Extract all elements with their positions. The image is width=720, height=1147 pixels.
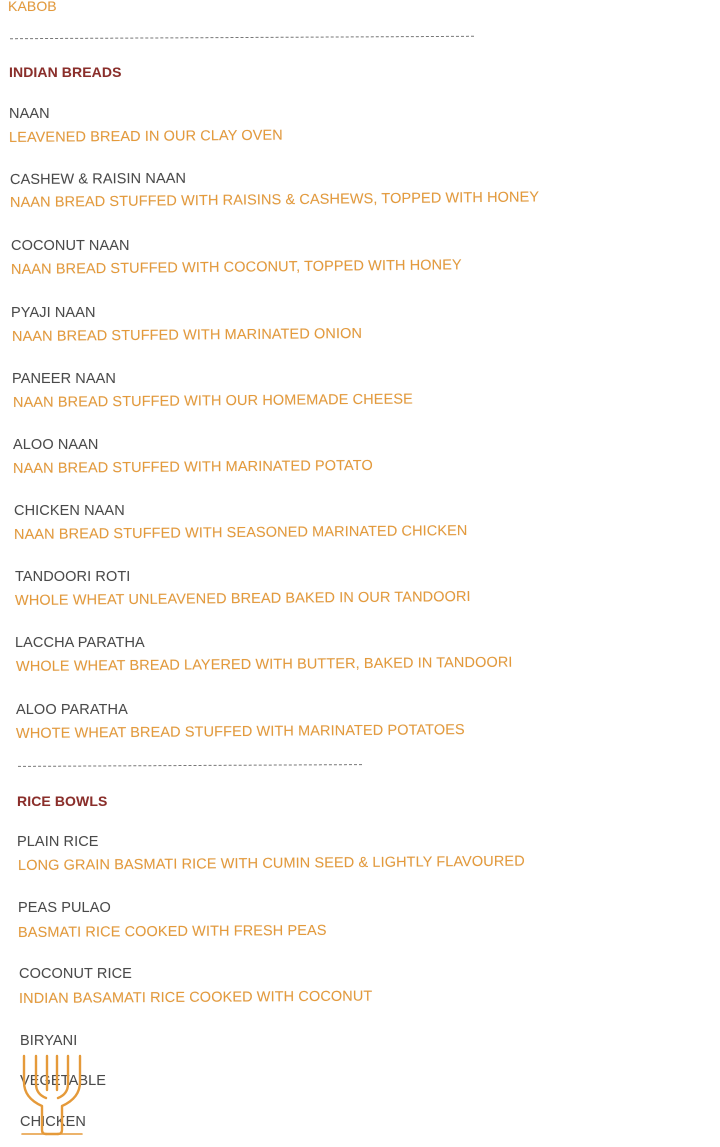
fork-icon: [16, 1054, 88, 1136]
menu-item-description: WHOTE WHEAT BREAD STUFFED WITH MARINATED POTATOES: [15, 722, 465, 742]
menu-item-description: LONG GRAIN BASMATI RICE WITH CUMIN SEED & LIGHTLY FLAVOURED: [17, 853, 525, 874]
menu-item-name: PANEER NAAN: [12, 371, 116, 387]
menu-item-name: ALOO PARATHA: [16, 702, 128, 718]
menu-item-name: BIRYANI: [20, 1033, 78, 1049]
menu-item-name: CHICKEN NAAN: [14, 503, 125, 519]
menu-item-description: BASMATI RICE COOKED WITH FRESH PEAS: [17, 922, 327, 941]
menu-item-name: LACCHA PARATHA: [15, 635, 145, 651]
menu-item-description: NAAN BREAD STUFFED WITH MARINATED ONION: [11, 325, 363, 345]
menu-item-name: ALOO NAAN: [13, 437, 99, 453]
menu-item-description: LEAVENED BREAD IN OUR CLAY OVEN: [8, 127, 283, 146]
section-divider: [10, 36, 474, 39]
menu-item-description: NAAN BREAD STUFFED WITH MARINATED POTATO: [12, 457, 373, 477]
menu-item-name: PLAIN RICE: [17, 834, 99, 850]
menu-item-description: WHOLE WHEAT BREAD LAYERED WITH BUTTER, BAKED IN TANDOORI: [15, 654, 513, 675]
menu-item-description: NAAN BREAD STUFFED WITH OUR HOMEMADE CHEESE: [12, 391, 413, 411]
menu-item-description: WHOLE WHEAT UNLEAVENED BREAD BAKED IN OUR TANDOORI: [14, 589, 471, 609]
menu-item-description: NAAN BREAD STUFFED WITH SEASONED MARINATED CHICKEN: [13, 523, 468, 543]
menu-item-name: PYAJI NAAN: [11, 305, 96, 321]
menu-item-description: INDIAN BASAMATI RICE COOKED WITH COCONUT: [18, 988, 373, 1007]
section-title-rice: RICE BOWLS: [17, 793, 108, 809]
section-divider: [18, 764, 362, 767]
menu-item-name: PEAS PULAO: [18, 900, 111, 916]
menu-item-subitem: CHICKEN: [20, 1114, 86, 1130]
menu-item-name: CASHEW & RAISIN NAAN: [9, 170, 187, 188]
menu-item-description: NAAN BREAD STUFFED WITH RAISINS & CASHEWS, TOPPED WITH HONEY: [9, 189, 540, 211]
menu-item-description: NAAN BREAD STUFFED WITH COCONUT, TOPPED WITH HONEY: [10, 257, 462, 278]
menu-item-name: NAAN: [9, 106, 50, 122]
menu-item-name: COCONUT NAAN: [11, 238, 130, 254]
menu-item-subitem: VEGETABLE: [20, 1073, 107, 1089]
menu-item-name: TANDOORI ROTI: [15, 569, 131, 585]
section-title-breads: INDIAN BREADS: [9, 64, 122, 80]
menu-item-name: COCONUT RICE: [19, 966, 132, 982]
menu-item-fragment: KABOB: [8, 0, 57, 14]
